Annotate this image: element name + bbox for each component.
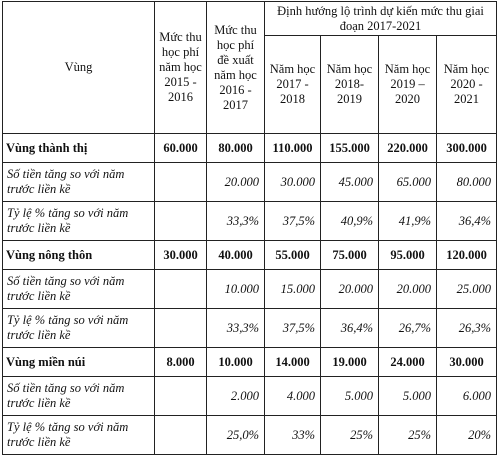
row-label: Số tiền tăng so với năm trước liền kề bbox=[3, 270, 155, 309]
table-row bbox=[3, 202, 497, 241]
cell bbox=[155, 270, 207, 309]
row-label: Tỷ lệ % tăng so với năm trước liền kề bbox=[3, 416, 155, 455]
cell: 40,9% bbox=[321, 202, 379, 241]
cell: 41,9% bbox=[379, 202, 437, 241]
header-year-2019: Năm học 2019 – 2020 bbox=[379, 36, 437, 134]
cell bbox=[155, 416, 207, 455]
table-body bbox=[3, 134, 497, 455]
header-year-2020: Năm học 2020 - 2021 bbox=[437, 36, 497, 134]
fee-table-page bbox=[2, 1, 498, 467]
cell: 4.000 bbox=[265, 377, 321, 416]
table-row bbox=[3, 348, 497, 377]
table-row bbox=[3, 134, 497, 163]
cell bbox=[155, 202, 207, 241]
cell: 15.000 bbox=[265, 270, 321, 309]
header-region: Vùng bbox=[3, 2, 155, 134]
cell: 33% bbox=[265, 416, 321, 455]
cell: 10.000 bbox=[207, 270, 265, 309]
cell: 25,0% bbox=[207, 416, 265, 455]
table-row bbox=[3, 377, 497, 416]
header-fee-2015: Mức thu học phí năm học 2015 - 2016 bbox=[155, 2, 207, 134]
header-roadmap: Định hướng lộ trình dự kiến mức thu giai đoạn 2017-2021 bbox=[265, 2, 497, 36]
cell: 37,5% bbox=[265, 202, 321, 241]
cell bbox=[155, 377, 207, 416]
header-year-2017: Năm học 2017 - 2018 bbox=[265, 36, 321, 134]
cell: 5.000 bbox=[321, 377, 379, 416]
cell: 20% bbox=[437, 416, 497, 455]
tuition-fee-table bbox=[2, 1, 497, 455]
cell: 20.000 bbox=[207, 163, 265, 202]
cell: 60.000 bbox=[155, 134, 207, 163]
cell: 14.000 bbox=[265, 348, 321, 377]
cell: 75.000 bbox=[321, 241, 379, 270]
cell: 30.000 bbox=[155, 241, 207, 270]
cell: 45.000 bbox=[321, 163, 379, 202]
row-label: Số tiền tăng so với năm trước liền kề bbox=[3, 377, 155, 416]
cell: 40.000 bbox=[207, 241, 265, 270]
cell bbox=[155, 309, 207, 348]
cell: 2.000 bbox=[207, 377, 265, 416]
header-year-2018: Năm học 2018-2019 bbox=[321, 36, 379, 134]
cell: 80.000 bbox=[207, 134, 265, 163]
cell: 25.000 bbox=[437, 270, 497, 309]
table-row bbox=[3, 416, 497, 455]
cell: 37,5% bbox=[265, 309, 321, 348]
cell: 220.000 bbox=[379, 134, 437, 163]
row-label: Số tiền tăng so với năm trước liền kề bbox=[3, 163, 155, 202]
cell: 65.000 bbox=[379, 163, 437, 202]
cell: 24.000 bbox=[379, 348, 437, 377]
cell: 8.000 bbox=[155, 348, 207, 377]
cell: 300.000 bbox=[437, 134, 497, 163]
cell: 36,4% bbox=[321, 309, 379, 348]
cell: 36,4% bbox=[437, 202, 497, 241]
header-fee-proposed: Mức thu học phí đề xuất năm học 2016 - 2017 bbox=[207, 2, 265, 134]
cell: 5.000 bbox=[379, 377, 437, 416]
cell: 33,3% bbox=[207, 202, 265, 241]
cell: 55.000 bbox=[265, 241, 321, 270]
row-label: Tỷ lệ % tăng so với năm trước liền kề bbox=[3, 202, 155, 241]
cell: 33,3% bbox=[207, 309, 265, 348]
cell: 10.000 bbox=[207, 348, 265, 377]
row-label: Vùng thành thị bbox=[3, 134, 155, 163]
cell: 25% bbox=[379, 416, 437, 455]
table-row bbox=[3, 270, 497, 309]
table-row bbox=[3, 309, 497, 348]
table-header bbox=[3, 2, 497, 134]
cell: 20.000 bbox=[379, 270, 437, 309]
cell: 25% bbox=[321, 416, 379, 455]
cell bbox=[155, 163, 207, 202]
cell: 6.000 bbox=[437, 377, 497, 416]
cell: 30.000 bbox=[265, 163, 321, 202]
table-row bbox=[3, 163, 497, 202]
table-row bbox=[3, 241, 497, 270]
cell: 110.000 bbox=[265, 134, 321, 163]
cell: 20.000 bbox=[321, 270, 379, 309]
cell: 26,7% bbox=[379, 309, 437, 348]
cell: 120.000 bbox=[437, 241, 497, 270]
cell: 155.000 bbox=[321, 134, 379, 163]
row-label: Vùng nông thôn bbox=[3, 241, 155, 270]
cell: 30.000 bbox=[437, 348, 497, 377]
row-label: Vùng miền núi bbox=[3, 348, 155, 377]
cell: 26,3% bbox=[437, 309, 497, 348]
cell: 95.000 bbox=[379, 241, 437, 270]
cell: 19.000 bbox=[321, 348, 379, 377]
cell: 80.000 bbox=[437, 163, 497, 202]
row-label: Tỷ lệ % tăng so với năm trước liền kề bbox=[3, 309, 155, 348]
